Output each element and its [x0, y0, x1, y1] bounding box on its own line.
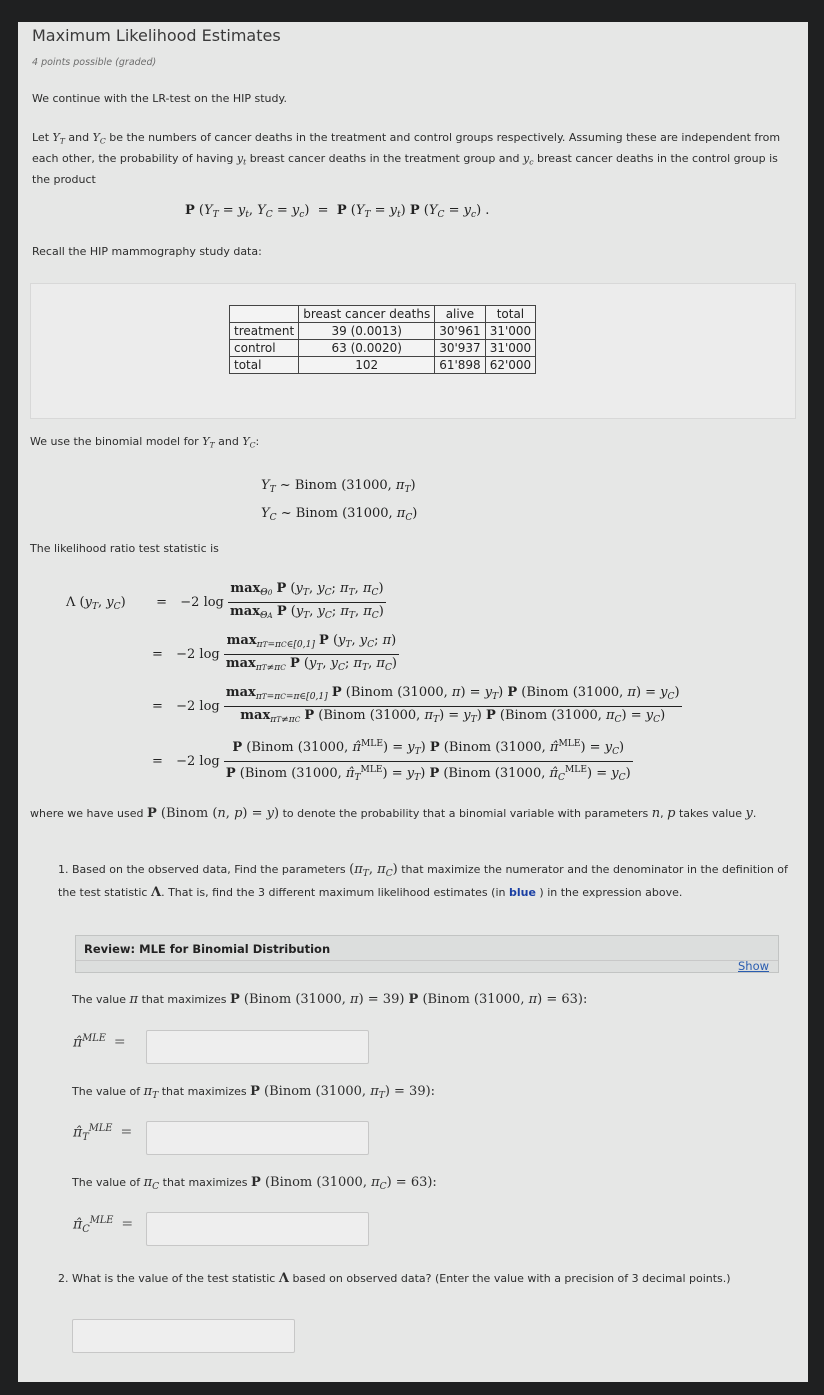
pi-t-mle-input[interactable]: [146, 1121, 369, 1155]
deaths-cell: 102: [299, 357, 435, 374]
table-row: [230, 340, 536, 357]
pi-c-mle-input[interactable]: [146, 1212, 369, 1246]
lr-equation-line-3: = −2 log $\max_{\pi T=\pi C=\pi\in[0,1]} P$ (Binom (31000, $\pi) = y_T$) P (Binom (31000, $\pi) = y_C$) $\max_{\pi T\ne\pi C} P$ (Binom (31000, $\pi_T) = y_T$) P (Binom (31000, $\pi_C) = y_C$): [152, 685, 680, 726]
table-header-cell: [230, 306, 299, 323]
show-button[interactable]: Show: [738, 959, 770, 973]
problem-title: Maximum Likelihood Estimates: [32, 26, 281, 45]
points-label: 4 points possible (graded): [32, 57, 157, 68]
table-row: [230, 323, 536, 340]
pi-c-mle-label: $\pî_C^{MLE}$ =: [73, 1215, 134, 1235]
intro-paragraph: Let $Y_T$ and $Y_C$ be the numbers of cancer deaths in the treatment and control groups respectively. Assuming these are independent from each other, the probability of having $y_t$ breast cancer deaths in the treatment group and $y_c$ breast cancer deaths in the control group is the product: [32, 131, 781, 187]
row-label: control: [230, 340, 299, 357]
notation-note: where we have used P (Binom (n, p) = y) to denote the probability that a binomial variable with parameters n, p takes value y.: [30, 806, 757, 821]
problem-card: [18, 22, 808, 1382]
prompt-piC: The value of $\pi_C$ that maximizes P (Binom (31000, $\pi_C) = 63$):: [72, 1175, 437, 1193]
table-header-cell: total: [485, 306, 535, 323]
alive-cell: 30'937: [435, 340, 485, 357]
row-label: treatment: [230, 323, 299, 340]
row-label: total: [230, 357, 299, 374]
total-cell: 62'000: [485, 357, 535, 374]
hip-data-table: [229, 305, 536, 374]
table-header-cell: breast cancer deaths: [299, 306, 435, 323]
recall-line: Recall the HIP mammography study data:: [32, 245, 262, 258]
deaths-cell: 63 (0.0020): [299, 340, 435, 357]
binomial-model: $Y_T$ ~ Binom (31000, $\pi_T$) $Y_C$ ~ Binom (31000, $\pi_C$): [261, 478, 418, 524]
blue-emphasis: blue: [508, 885, 536, 899]
alive-cell: 30'961: [435, 323, 485, 340]
review-divider: [76, 960, 778, 961]
table-header-row: [230, 306, 536, 323]
total-cell: 31'000: [485, 340, 535, 357]
question-2-text: 2. What is the value of the test statistic Λ based on observed data? (Enter the value with a precision of 3 decimal points.): [58, 1271, 731, 1286]
prompt-piT: The value of $\pi_T$ that maximizes P (Binom (31000, $\pi_T) = 39$):: [72, 1084, 436, 1102]
pi-mle-input[interactable]: [146, 1030, 369, 1064]
deaths-cell: 39 (0.0013): [299, 323, 435, 340]
lr-equation-line-1: Λ ($y_T$, $y_C) = -2$ log $\frac{\max_{\Theta 0} P (y_T, y_C; \pi_T, \pi_C)}{\max_{\Theta A} P (y_T, y_C; \pi_T, \pi_C)}$: [66, 581, 384, 622]
table-header-cell: alive: [435, 306, 485, 323]
prompt-pi: The value π that maximizes P (Binom (31000, π) = 39) P (Binom (31000, π) = 63):: [72, 992, 588, 1007]
lambda-input[interactable]: [72, 1319, 295, 1353]
pi-mle-label: π̂$^{MLE}$ =: [73, 1033, 126, 1051]
intro-line: We continue with the LR-test on the HIP study.: [32, 92, 287, 105]
question-1-text: 1. Based on the observed data, Find the parameters ($\pi_T$, $\pi_C$) that maximize the numerator and the denominator in the definition of the test statistic Λ. That is, find the 3 different maximum likelihood estimates (in blue ) in the expression above.: [58, 862, 788, 900]
lr-equation-line-4: = −2 log P (Binom (31000, π̂$^{MLE}$) = $y_T$) P (Binom (31000, π̂$^{MLE}$) = $y_C$) P (Binom (31000, $\pî_T^{MLE}) = y_T$) P (Binom (31000, $\pî_C^{MLE}) = y_C$): [152, 736, 633, 787]
pi-t-mle-label: $\pî_T^{MLE}$ =: [73, 1123, 133, 1143]
review-panel: [75, 935, 779, 973]
model-intro: We use the binomial model for $Y_T$ and $Y_C$:: [30, 435, 260, 450]
lr-intro: The likelihood ratio test statistic is: [30, 542, 219, 555]
review-title: Review: MLE for Binomial Distribution: [84, 942, 331, 956]
product-equation: P ($Y_T = y_t$, $Y_C = y_c) = P$ $(Y_T = y_t)$ P $(Y_C = y_c)$ .: [185, 203, 490, 221]
lr-equation-line-2: = −2 log $\frac{\max_{\pi T=\pi C\in[0,1]} P (y_T, y_C; \pi)}{\max_{\pi T\ne\pi C} P (y_T, y_C; \pi_T, \pi_C)}$: [152, 633, 397, 674]
total-cell: 31'000: [485, 323, 535, 340]
alive-cell: 61'898: [435, 357, 485, 374]
table-row: [230, 357, 536, 374]
